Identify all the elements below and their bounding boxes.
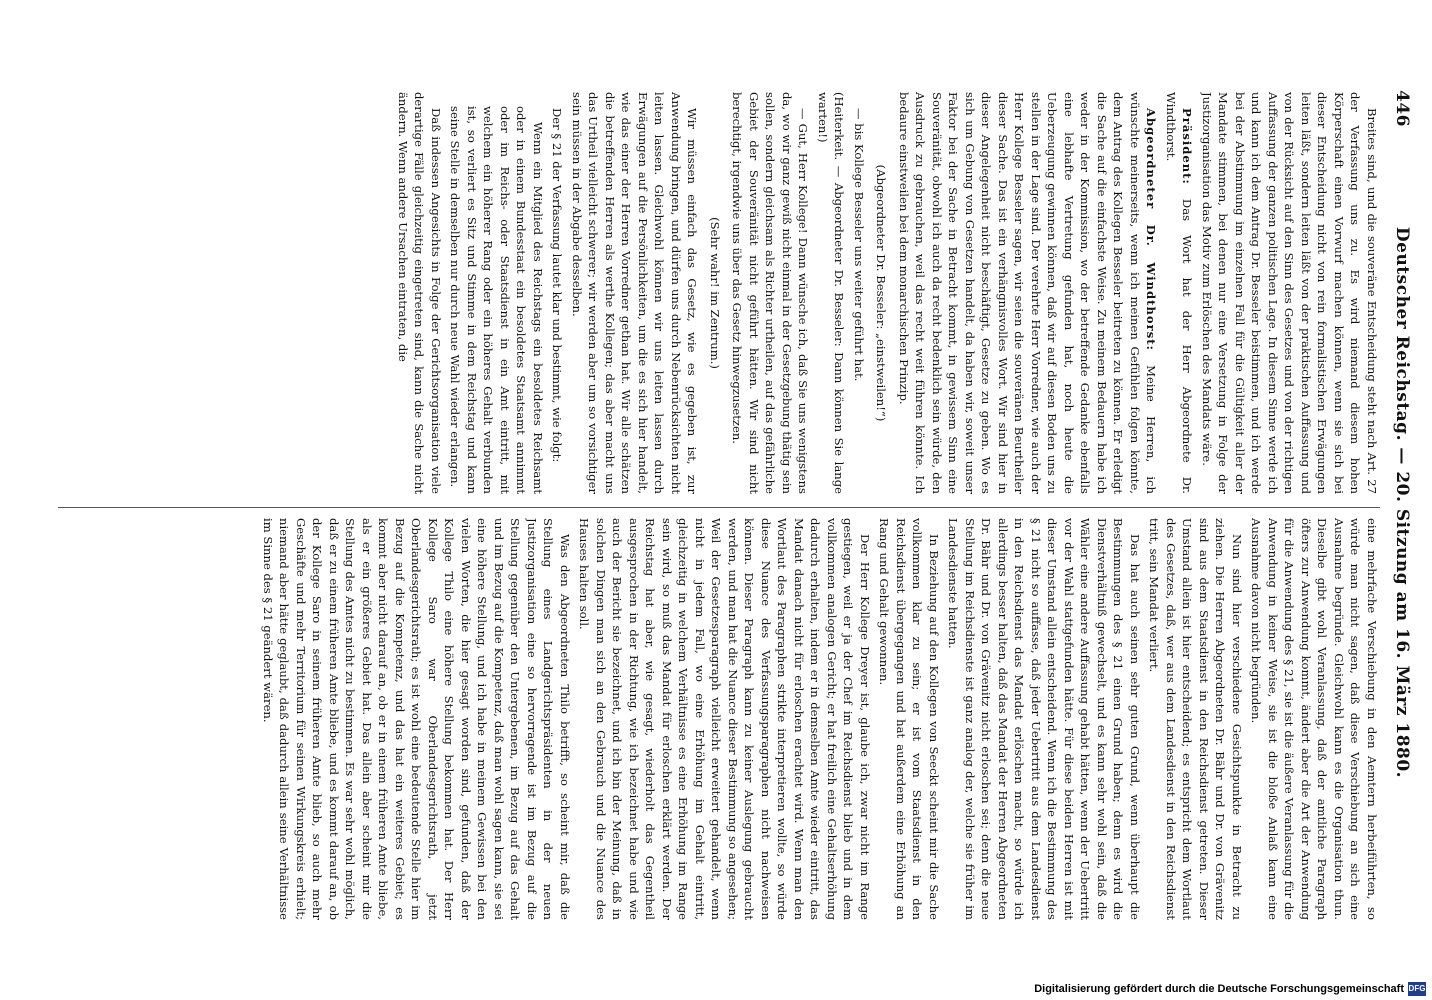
dfg-logo-icon: DFG xyxy=(1408,982,1426,996)
speaker-name: Präsident: xyxy=(1180,108,1195,185)
speaker-name: Abgeordneter Dr. Windthorst: xyxy=(1144,108,1159,351)
paragraph: (Heiterkeit. — Abgeordneter Dr. Besseler: Dann können Sie lange warten!) xyxy=(816,92,847,494)
interjection: (Sehr wahr! im Zentrum.) xyxy=(708,217,722,369)
paragraph: Das hat auch seinen sehr guten Grund, wenn überhaupt die Bestimmungen des § 21 einen Grund haben; denn es wird die Dienstverhältniß gewechselt, und es kann sehr wohl sein, daß die Wähler eine andere Auffassung gehabt hätten, wenn der Uebertritt vor der Wahl stattgefunden hätte. Für diese beiden Herren ist mit dieser Umstand allein entscheidend. Wenn ich die Bestimmung des § 21 nicht so auffasse, daß jeder Uebertritt aus dem Landesdienst in den Reichsdienst das Mandat erlöschen macht, so würde ich allerdings besser halten, daß das Mandat der Herren Abgeordneten Dr. Bähr und Dr. von Grävenitz nicht erloschen sei; denn die neue Stellung im Reichsdienste ist ganz analog der, welche sie früher im Landesdienste hatten. xyxy=(946,518,1142,920)
paragraph: Wir müssen einfach das Gesetz, wie es gegeben ist, zur Anwendung bringen, und dürfen uns durch Nebenrücksichten nicht leiten lassen. Gleichwohl können wir uns leiten lassen durch Erwägungen auf die Persönlichkeiten, um die es sich hier handelt, wie das einer der Herren Vorredner gethan hat. Wir alle schätzen die betreffenden Herren als werthe Kollegen; das aber macht uns das Urtheil vielleicht schwerer; wir werden aber um so vorsichtiger sein müssen in der Abgabe desselben. xyxy=(570,92,700,494)
interjection: (Abgeordneter Dr. Besseler: „einstweilen!“) xyxy=(874,164,889,422)
paragraph: Der Herr Kollege Dreyer ist, glaube ich, zwar nicht im Range gestiegen, weil er ja der Chef im Reichsdienst blieb und in dem vollkommen analogen Gericht; er hat freilich eine Gehaltserhöhung dadurch erhalten, indem er in demselben Amte wieder eintritt, das Mandat danach nicht für erloschen erachtet wird. Wenn man den Wortlaut des Paragraphen strikte interpretieren wollte, so würde diese Nuance des Verfassungsparagraphen nicht nachweisen können. Dieser Paragraph kann zu keiner Auslegung gebraucht werden, und man hat die Nuance dieser Bestimmung so angesehen; Weil der Gesetzesparagraph vielleicht erweitert gehandelt, wenn nicht in jedem Fall, wo eine Erhöhung im Gehalt eintritt, gleichzeitig in welchem Verhältnisse es eine Erhöhung im Range sein wird, so muß das Mandat für erloschen erklärt werden. Der Reichstag hat aber, wie gesagt, wiederholt das Gegentheil ausgesprochen in der Richtung, wie ich bezeichnet habe und wie auch der Bericht sie bezeichnet, und ich bin der Meinung, daß in solchen Dingen man sich an den Gebrauch und die Nuance des Hauses halten soll. xyxy=(577,518,872,920)
running-title: Deutscher Reichstag. — 20. Sitzung am 16. März 1880. xyxy=(1392,226,1412,779)
paragraph: — Gut, Herr Kollege! Dann wünsche ich, daß Sie uns wenigstens da, wo wir ganz gewiß nicht einmal in der Gesetzgebung thätig sein sollen, sondern gleichsam als Richter urtheilen, auf das gefährliche Gebiet der Souveränität nicht geführt hätten. Wir sind nicht berechtigt, irgendwie uns über das Gesetz hinwegzusetzen. xyxy=(730,92,811,494)
speaker-paragraph xyxy=(896,92,1160,494)
paragraph: Daß indessen Angesichts in Folge der Gerichtsorganisation viele derartige Fälle gleichzeitig eingetreten sind, kann die Sache nicht ändern. Wenn andere Ursachen eintraten, die xyxy=(396,92,443,494)
paragraph: Der § 21 der Verfassung lautet klar und bestimmt, wie folgt: xyxy=(550,108,565,463)
page-header xyxy=(1390,90,1412,915)
text-column-left xyxy=(58,92,1380,494)
speech-text: Meine Herren, ich wünschte meinerseits, wenn ich meinen Gefühlen folgen könnte, dem Antrag des Kollegen Besseler beitreten zu können. Er erledigt die Sache auf die einfachste Weise. Zu meinem Bedauern habe ich weder in der Kommission, wo der betreffende Gedanke ebenfalls eine lebhafte Vertretung gefunden hat, noch heute die Ueberzeugung gewinnen können, daß wir auf diesen Boden uns zu stellen in der Lage sind. Der verehrte Herr Vorredner, wie auch der Herr Kollege Besseler sagen, wir seien die souveränen Beurtheiler dieser Sache. Das ist ein verhängnisvolles Wort. Wir sind hier in dieser Angelegenheit nicht beschäftigt, Gesetze zu geben. Wo es sich um Gebung von Gesetzen handelt, da haben wir, soweit unser Faktor bei der Sache in Betracht kommt, in gewissem Sinn eine Souveränität, obwohl ich auch da recht bedenklich sein würde, den Ausdruck zu gebrauchen, weil das recht weit führen könnte. Ich bedaure einstweilen bei dem monarchischen Prinzip. xyxy=(897,92,1159,494)
paragraph: In Beziehung auf den Kollegen von Seeckt scheint mir die Sache vollkommen klar zu sein; er ist vom Staatsdienst in den Reichsdienst übergegangen und hat außerdem eine Erhöhung an Rang und Gehalt gewonnen. xyxy=(877,518,941,920)
digitization-credit: Digitalisierung gefördert durch die Deutsche Forschungsgemeinschaft xyxy=(1034,983,1404,995)
page-number: 446 xyxy=(1392,90,1412,127)
paragraph: — bis Kollege Besseler uns weiter geführt hat. xyxy=(852,108,866,382)
paragraph: Breites sind, und die souveräne Entscheidung steht nach Art. 27 der Verfassung uns zu. Es wird niemand diesem hohen Körperschaft einen Vorwurf machen können, wenn sie sich bei dieser Entscheidung nicht von rein formalistischen Erwägungen leiten läßt, sondern leiten läßt von der praktischen Auffassung und von der Rücksicht auf den Sinn des Gesetzes und von der richtigen Auffassung der ganzen politischen Lage. In diesem Sinne werde ich und kann ich dem Antrag Dr. Besseler beistimmen, und ich werde bei der Abstimmung im einzelnen Fall für die Gültigkeit aller der Mandate stimmen, bei denen nur eine Versetzung in Folge der Justizorganisation das Motiv zum Erlöschen des Mandats wäre. xyxy=(1200,92,1379,494)
quoted-article: Wenn ein Mitglied des Reichstags ein besoldetes Reichsamt oder in einem Bundesstaat ein besoldetes Staatsamt annimmt oder im Reichs- oder Staatsdienst in ein Amt eintritt, mit welchem ein höherer Rang oder ein höheres Gehalt verbunden ist, so verliert es Sitz und Stimme in dem Reichstag und kann seine Stelle in demselben nur durch neue Wahl wieder erlangen. xyxy=(448,106,545,494)
text-column-right xyxy=(58,518,1380,920)
speaker-paragraph xyxy=(1163,92,1196,494)
paragraph: Was den Abgeordneten Thilo betrifft, so scheint mir, daß die Stellung eines Landgerichtspräsidenten in der neuen Justizorganisation eine so hervorragende ist im Bezug auf die Stellung gegenüber den Untergebenen, im Bezug auf das Gehalt und im Bezug auf die Kompetenz, daß man wohl sagen kann, sie sei eine höhere Stellung, und ich habe in meinem Gewissen bei den vielen Worten, die hier gesagt worden sind, gefunden, daß der Kollege Thilo eine höhere Stellung bekommen hat. Der Herr Kollege Saro war Oberlandesgerichtsrath, jetzt Oberlandesgerichtsrath; es ist wohl eine bedeutende Stelle hier im Bezug auf die Kompetenz, und das hat ein weiteres Gebiet; es kommt aber nicht darauf an, ob er in einem früheren Amte bliebe, als er ein größeres Gebiet hat. Das allein aber scheint mir die Stellung des Amtes nicht zu bestimmen. Es war sehr wohl möglich, daß er zu einem früheren Amte bliebe, und es kommt darauf an, ob der Kollege Saro in seinem früheren Amte blieb, so auch mehr Geschäfte und mehr Territorium für seinen Wirkungskreis erhielt; niemand aber hätte geglaubt, daß dadurch allein seine Verhältnisse im Sinne des § 21 geändert wären. xyxy=(261,518,572,920)
column-divider xyxy=(58,507,1380,508)
paragraph: eine mehrfache Verschiebung in den Aemtern herbeiführten, so würde man nicht sagen, daß diese Verschiebung an sich eine Ausnahme begründe. Gleichwohl kann es die Organisation thun. Dieselbe gibt wohl Veranlassung, daß der amtliche Paragraph öfters zur Anwendung kommt, ändert aber die Art der Anwendung für die Anwendung des § 21, sie ist die äußere Veranlassung für die Anwendung in keiner Weise, sie ist die bloße Anlaß kann eine Ausnahme davon nicht begründen. xyxy=(1249,518,1379,920)
digitization-footer xyxy=(0,978,1432,1000)
speech-text: Das Wort hat der Herr Abgeordnete Dr. Windthorst. xyxy=(1164,92,1195,494)
paragraph: Nun sind hier verschiedene Gesichtspunkte in Betracht zu ziehen. Die Herren Abgeordneten Dr. Bähr und Dr. von Grävenitz sind aus dem Staatsdienst in den Reichsdienst getreten. Dieser Umstand allein ist hier entscheidend; es entspricht dem Wortlaut des Gesetzes, daß, wer aus dem Landesdienst in den Reichsdienst tritt, sein Mandat verliert. xyxy=(1147,518,1244,920)
